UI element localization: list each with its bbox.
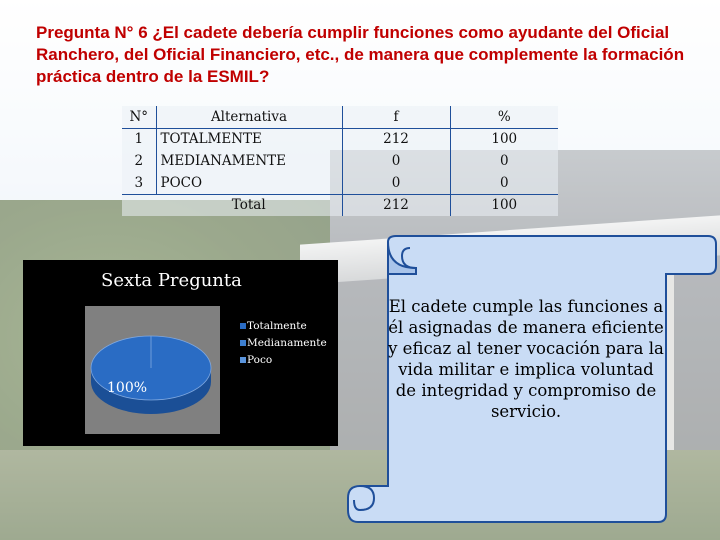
legend-swatch xyxy=(240,323,246,329)
cell-percent: 0 xyxy=(450,150,558,172)
table-row xyxy=(122,128,558,150)
legend-label: Medianamente xyxy=(247,337,327,349)
slide-title: Pregunta N° 6 ¿El cadete debería cumplir funciones como ayudante del Oficial Ranchero, del Oficial Financiero, etc., de manera que complemente la formación práctica dentro de la ESMIL? xyxy=(36,23,685,86)
table-row xyxy=(122,172,558,194)
cell-frequency: 212 xyxy=(342,128,450,150)
legend-swatch xyxy=(240,340,246,346)
cell-frequency: 0 xyxy=(342,150,450,172)
cell-number: 3 xyxy=(122,172,156,194)
legend-swatch xyxy=(240,357,246,363)
chart-legend xyxy=(240,320,327,366)
header-alternative: Alternativa xyxy=(156,106,342,128)
table-header-row xyxy=(122,106,558,128)
pie-slices xyxy=(91,336,211,414)
pie-chart xyxy=(23,260,338,446)
table-row xyxy=(122,150,558,172)
legend-label: Totalmente xyxy=(247,320,307,332)
total-percent: 100 xyxy=(450,194,558,216)
cell-blank xyxy=(122,194,156,216)
pie-chart-panel xyxy=(23,260,338,446)
header-frequency: f xyxy=(342,106,450,128)
table-total-row xyxy=(122,194,558,216)
chart-title: Sexta Pregunta xyxy=(101,270,242,291)
cell-percent: 0 xyxy=(450,172,558,194)
cell-alternative: POCO xyxy=(156,172,342,194)
header-number: N° xyxy=(122,106,156,128)
cell-percent: 100 xyxy=(450,128,558,150)
pie-data-label: 100% xyxy=(107,380,148,396)
cell-number: 2 xyxy=(134,153,144,169)
callout-text: El cadete cumple las funciones a él asignadas de manera eficiente y eficaz al tener vocación para la vida militar e implica voluntad de integridad y compromiso de servicio. xyxy=(388,297,664,421)
results-table xyxy=(122,106,558,216)
cell-alternative: TOTALMENTE xyxy=(156,128,342,150)
cell-frequency: 0 xyxy=(342,172,450,194)
cell-alternative: MEDIANAMENTE xyxy=(156,150,342,172)
cell-number: 1 xyxy=(134,131,144,148)
total-frequency: 212 xyxy=(342,194,450,216)
legend-label: Poco xyxy=(247,354,273,366)
total-label: Total xyxy=(231,197,266,214)
header-percent: % xyxy=(450,106,558,128)
